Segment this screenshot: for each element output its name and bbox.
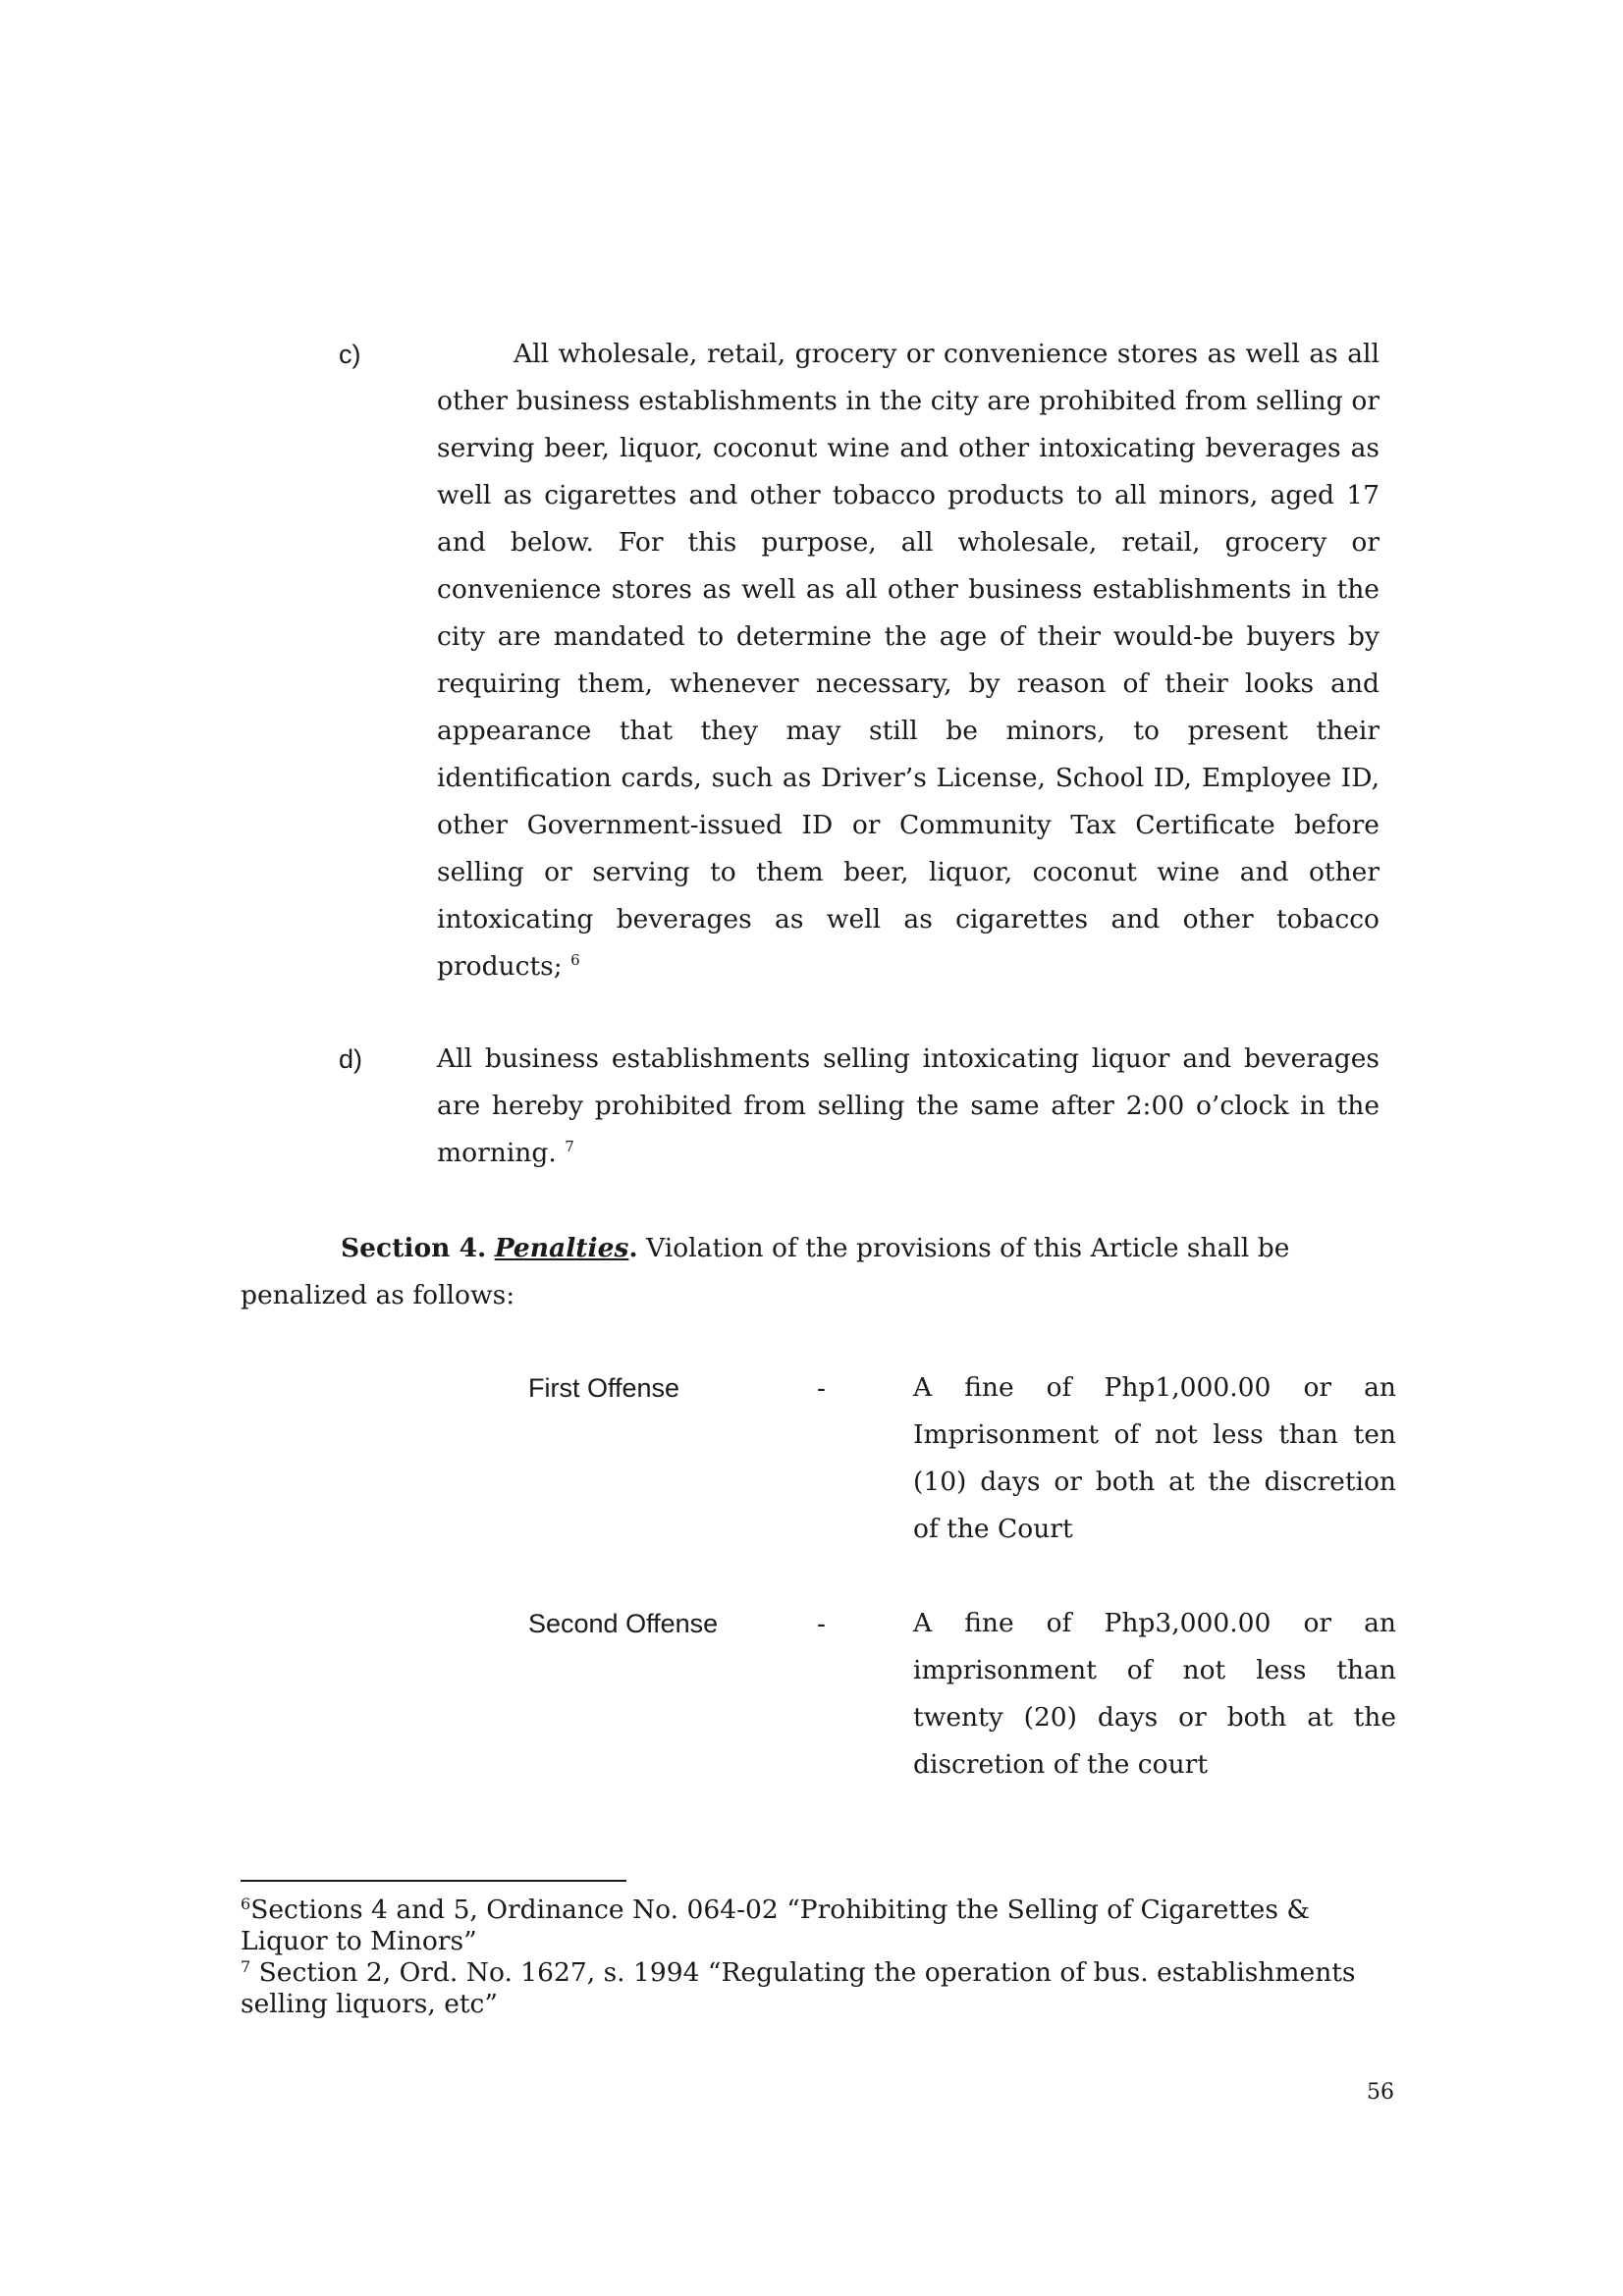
footnote-marker: 6	[241, 1895, 251, 1913]
footnote-reference: 7	[565, 1138, 574, 1155]
list-item-marker: c)	[339, 340, 361, 369]
page-number: 56	[1367, 2080, 1394, 2105]
section-number: Section 4.	[341, 1233, 487, 1263]
penalty-description: A fine of Php3,000.00 or an imprisonment of not less than twenty (20) days or both at the discretion of the court	[913, 1608, 1396, 1780]
footnote-divider	[241, 1880, 626, 1882]
section-body: Violation of the provisions of this Article shall be penalized as follows:	[241, 1233, 1290, 1310]
list-item-text	[437, 1036, 1380, 1177]
footnote-6	[241, 1895, 1399, 1957]
section-title-period: .	[628, 1233, 638, 1263]
footnote-reference: 6	[570, 951, 580, 969]
footnote-marker: 7	[241, 1957, 251, 1976]
list-item-text	[437, 331, 1380, 990]
list-item-body: All wholesale, retail, grocery or convenience stores as well as all other business establishments in the city are prohibited from selling or serving beer, liquor, coconut wine and other intoxicating beverages as well as cigarettes and other tobacco products to all minors, aged 17 and below. For this purpose, all wholesale, retail, grocery or convenience stores as well as all other business establishments in the city are mandated to determine the age of their would-be buyers by requiring them, whenever necessary, by reason of their looks and appearance that they may still be minors, to present their identification cards, such as Driver’s License, School ID, Employee ID, other Government-issued ID or Community Tax Certificate before selling or serving to them beer, liquor, coconut wine and other intoxicating beverages as well as cigarettes and other tobacco products;	[437, 339, 1380, 982]
list-item-marker: d)	[339, 1044, 363, 1074]
offense-dash: -	[817, 1609, 826, 1638]
list-item-body: All business establishments selling intoxicating liquor and beverages are hereby prohibited from selling the same after 2:00 o’clock in the morning.	[437, 1043, 1380, 1168]
footnote-7	[241, 1957, 1399, 2020]
section-title: Penalties	[494, 1233, 629, 1263]
footnotes	[241, 1895, 1399, 2020]
offense-dash: -	[817, 1373, 826, 1403]
offense-label: First Offense	[528, 1373, 680, 1403]
footnote-text: Sections 4 and 5, Ordinance No. 064-02 “Prohibiting the Selling of Cigarettes & Liquor to Minors”	[241, 1895, 1310, 1956]
footnote-text: Section 2, Ord. No. 1627, s. 1994 “Regulating the operation of bus. establishments selling liquors, etc”	[241, 1957, 1356, 2019]
section-paragraph	[241, 1225, 1380, 1319]
offense-label: Second Offense	[528, 1609, 719, 1638]
penalty-description: A fine of Php1,000.00 or an Imprisonment of not less than ten (10) days or both at the discretion of the Court	[913, 1372, 1396, 1544]
